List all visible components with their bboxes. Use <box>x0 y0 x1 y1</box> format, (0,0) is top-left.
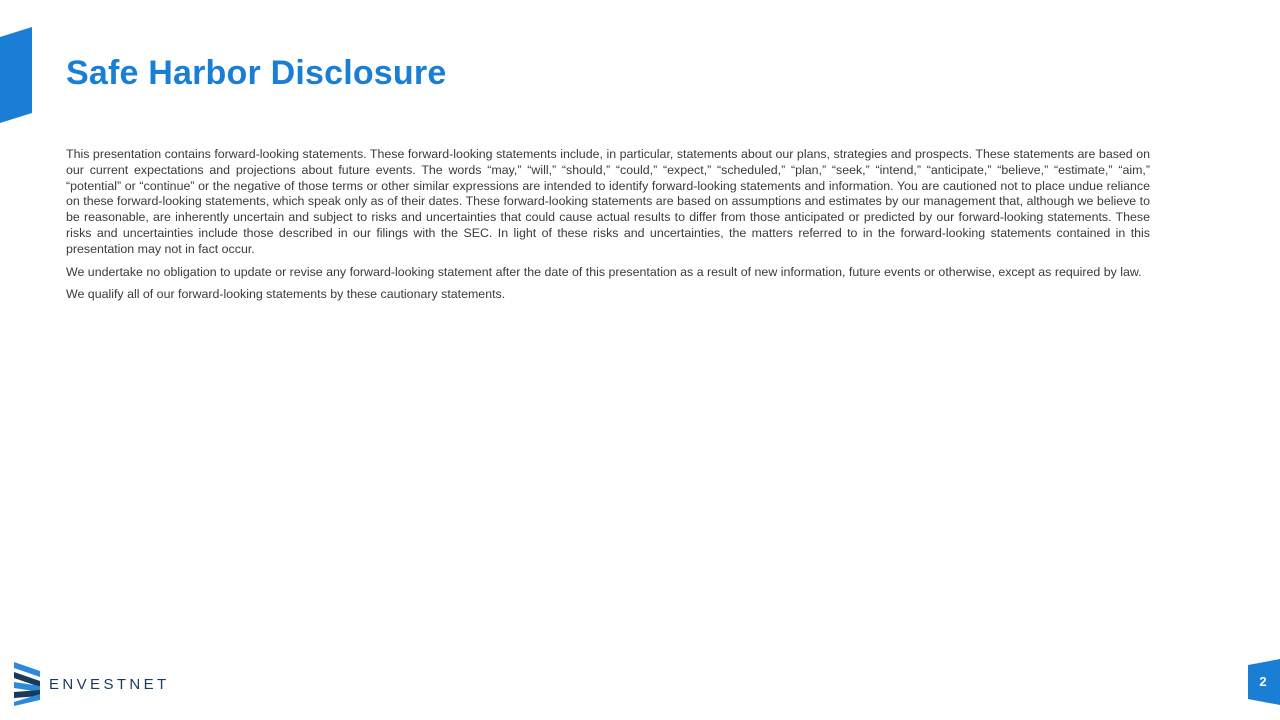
slide-title: Safe Harbor Disclosure <box>66 54 447 92</box>
envestnet-wordmark: ENVESTNET <box>49 675 170 693</box>
page-number: 2 <box>1259 674 1267 689</box>
title-accent-bar <box>0 27 32 123</box>
disclosure-paragraph-1: This presentation contains forward-looking statements. These forward-looking statements include, in particular, statements about our plans, strategies and prospects. These statements are based on our current expectations and projections about future events. The words “may,” “will,” “should,” “could,” “expect,” “scheduled,” “plan,” “seek,” “intend,” “anticipate,” “believe,” “estimate,” “aim,” “potential” or “continue” or the negative of those terms or other similar expressions are intended to identify forward-looking statements and information. You are cautioned not to place undue reliance on these forward-looking statements, which speak only as of their dates. These forward-looking statements are based on assumptions and estimates by our management that, although we believe to be reasonable, are inherently uncertain and subject to risks and uncertainties that could cause actual results to differ from those anticipated or predicted by our forward-looking statements. These risks and uncertainties include those described in our filings with the SEC. In light of these risks and uncertainties, the matters referred to in the forward-looking statements contained in this presentation may not in fact occur. <box>66 147 1150 256</box>
disclosure-paragraph-2: We undertake no obligation to update or revise any forward-looking statement after the date of this presentation as a result of new information, future events or otherwise, except as required by law. <box>66 264 1142 279</box>
page-number-badge <box>1248 659 1280 705</box>
envestnet-logo <box>13 662 170 706</box>
disclosure-body <box>66 147 1150 310</box>
envestnet-logo-icon <box>13 662 43 706</box>
disclosure-paragraph-3: We qualify all of our forward-looking statements by these cautionary statements. <box>66 287 506 302</box>
